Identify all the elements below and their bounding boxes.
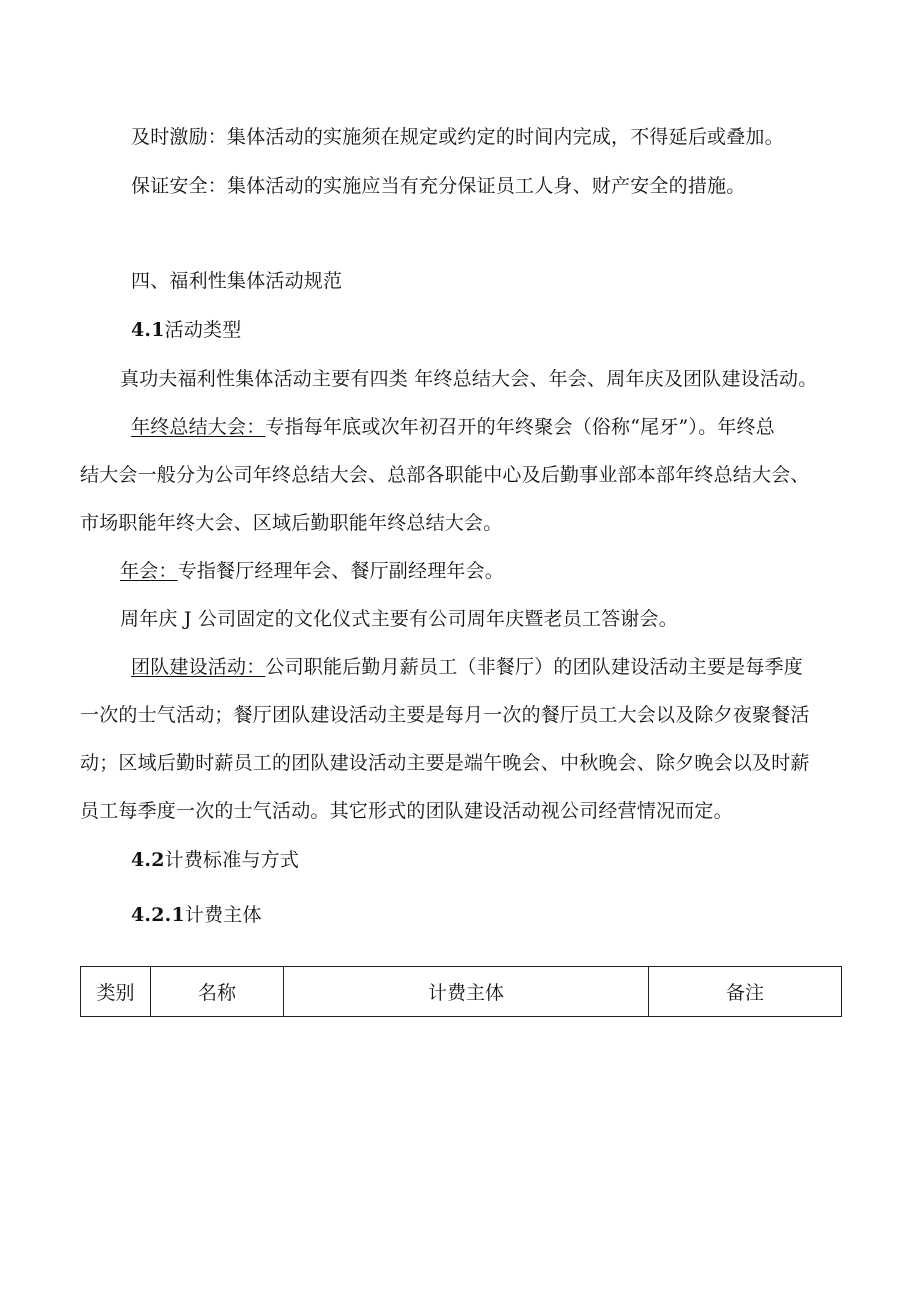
section-4-1-title: 活动类型 [164, 319, 242, 341]
anniversary-paragraph: 周年庆 J 公司固定的文化仪式主要有公司周年庆暨老员工答谢会。 [120, 608, 678, 630]
header-billing-entity: 计费主体 [284, 967, 649, 1017]
year-end-meeting-line-1 [131, 415, 775, 439]
section-4-2-number: 4.2 [131, 849, 165, 871]
section-4-1-number: 4.1 [131, 319, 165, 341]
table-header-row [81, 967, 842, 1017]
billing-entity-table [80, 966, 842, 1017]
year-end-meeting-text-1: 专指每年底或次年初召开的年终聚会（俗称“尾牙”）。年终总 [265, 416, 775, 438]
section-4-2-heading [131, 848, 299, 872]
header-category: 类别 [81, 967, 151, 1017]
activity-types-intro: 真功夫福利性集体活动主要有四类 年终总结大会、年会、周年庆及团队建设活动。 [120, 368, 818, 390]
label-timely-incentive: 及时激励： [131, 126, 228, 148]
section-4-1-heading [131, 318, 241, 342]
text-ensure-safety: 集体活动的实施应当有充分保证员工人身、财产安全的措施。 [227, 175, 746, 197]
team-building-line-3: 动；区域后勤时薪员工的团队建设活动主要是端午晚会、中秋晚会、除夕晚会以及时薪 [80, 752, 810, 774]
section-4-2-1-title: 计费主体 [184, 904, 262, 926]
team-building-line-2: 一次的士气活动；餐厅团队建设活动主要是每月一次的餐厅员工大会以及除夕夜聚餐活 [80, 704, 810, 726]
section-4-2-1-heading [131, 903, 262, 927]
annual-meeting-text: 专指餐厅经理年会、餐厅副经理年会。 [177, 560, 505, 582]
annual-meeting-paragraph [120, 559, 504, 583]
header-remarks: 备注 [649, 967, 842, 1017]
section-4-2-title: 计费标准与方式 [164, 849, 300, 871]
year-end-meeting-label: 年终总结大会： [131, 416, 266, 438]
team-building-text-1: 公司职能后勤月薪员工（非餐厅）的团队建设活动主要是每季度 [265, 656, 804, 678]
year-end-meeting-line-3: 市场职能年终大会、区域后勤职能年终总结大会。 [80, 512, 503, 534]
section-4-2-1-number: 4.2.1 [131, 904, 185, 926]
year-end-meeting-line-2: 结大会一般分为公司年终总结大会、总部各职能中心及后勤事业部本部年终总结大会、 [80, 464, 810, 486]
annual-meeting-label: 年会： [120, 560, 178, 582]
team-building-label: 团队建设活动： [131, 656, 266, 678]
paragraph-timely-incentive [131, 125, 784, 149]
label-ensure-safety: 保证安全： [131, 175, 228, 197]
team-building-line-4: 员工每季度一次的士气活动。其它形式的团队建设活动视公司经营情况而定。 [80, 800, 733, 822]
section-4-heading: 四、福利性集体活动规范 [131, 270, 343, 292]
text-timely-incentive: 集体活动的实施须在规定或约定的时间内完成，不得延后或叠加。 [227, 126, 784, 148]
team-building-line-1 [131, 655, 803, 679]
header-name: 名称 [151, 967, 284, 1017]
paragraph-ensure-safety [131, 174, 745, 198]
